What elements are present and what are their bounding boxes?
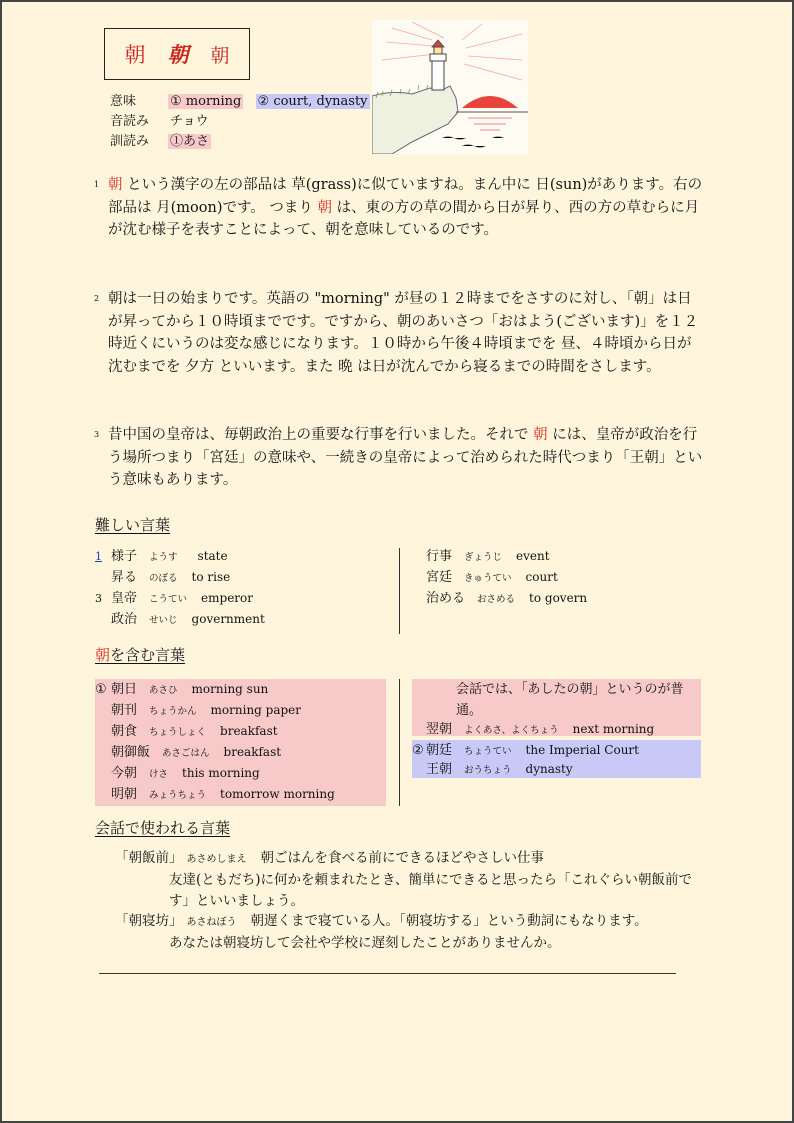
item-word: 宮廷	[426, 570, 453, 585]
onyomi-value: チョウ	[170, 114, 209, 129]
item-english: breakfast	[223, 745, 282, 759]
paragraph-number: 3	[94, 430, 100, 439]
item-english: government	[191, 612, 265, 626]
title-kanji-hand: 朝	[210, 44, 230, 67]
item-yomi: あさごはん	[162, 748, 210, 759]
item-yomi: のぼる	[149, 573, 178, 584]
item-english: tomorrow morning	[220, 787, 335, 801]
item-word: 朝食	[111, 724, 138, 739]
item-yomi: ちょうしょく	[149, 727, 207, 738]
list-item	[95, 567, 230, 589]
item-mark: 1	[95, 550, 102, 563]
item-word: 朝御飯	[111, 745, 151, 760]
title-box	[104, 28, 250, 80]
lighthouse-illustration	[372, 20, 528, 154]
item-yomi: こうてい	[149, 594, 188, 605]
item-english: the Imperial Court	[525, 743, 639, 757]
section-heading-conversation: 会話で使われる言葉	[95, 819, 231, 837]
item-english: morning sun	[191, 682, 269, 696]
item-word: 翌朝	[426, 722, 453, 737]
paragraph-text: 朝 という漢字の左の部品は 草(grass)に似ていますね。まん中に 日(sun)があります。右の部品は 月(moon)です。 つまり 朝 は、東の方の草の間から日が昇り、西の方の草むらに月が沈む様子を表すことによって、朝を意味しているのです。	[108, 177, 703, 238]
column-divider	[399, 679, 400, 806]
paragraph-number: 1	[94, 180, 100, 189]
item-yomi: ちょうかん	[149, 706, 197, 717]
item-word: 行事	[426, 549, 453, 564]
item-word: 明朝	[111, 787, 138, 802]
containing-right-blue-panel	[412, 740, 701, 778]
paragraph-3	[94, 424, 704, 492]
conversation-detail: 友達(ともだち)に何かを頼まれたとき、簡単にできると思ったら「これぐらい朝飯前です」といいましょう。	[169, 872, 692, 909]
difficult-right-list	[426, 546, 726, 616]
list-item	[95, 546, 228, 568]
lighthouse-tower	[432, 60, 444, 90]
item-english: state	[197, 549, 228, 563]
difficult-left-list	[95, 546, 395, 636]
conversation-gloss: 朝ごはんを食べる前にできるほどやさしい仕事	[260, 850, 544, 866]
meaning-label: 意味	[110, 94, 137, 109]
item-english: emperor	[201, 591, 253, 605]
item-word: 昇る	[111, 570, 138, 585]
conversation-gloss: 朝遅くまで寝ている人。「朝寝坊する」という動詞にもなります。	[250, 913, 648, 929]
list-item	[426, 546, 550, 568]
item-english: breakfast	[220, 724, 278, 738]
item-english: court	[525, 570, 558, 584]
list-item	[412, 759, 573, 781]
item-yomi: ちょうてい	[464, 746, 512, 757]
onyomi-label: 音読み	[110, 114, 150, 129]
item-english: event	[516, 549, 550, 563]
item-yomi: ぎょうじ	[464, 552, 503, 563]
item-mark: ②	[412, 743, 424, 758]
conversation-item-2	[115, 911, 715, 954]
item-yomi: おうちょう	[464, 765, 512, 776]
item-word: 政治	[111, 612, 138, 627]
item-yomi: あさひ	[149, 685, 178, 696]
paragraph-1	[94, 174, 704, 242]
section-heading-difficult: 難しい言葉	[95, 516, 171, 534]
item-word: 朝廷	[426, 743, 453, 758]
kunyomi-label: 訓読み	[110, 134, 150, 149]
list-item	[95, 742, 281, 764]
item-yomi: おさめる	[477, 594, 516, 605]
item-yomi: せいじ	[149, 615, 178, 626]
conversation-term: 「朝飯前」	[115, 850, 183, 866]
list-item	[95, 700, 301, 722]
list-item	[95, 679, 268, 701]
item-word: 治める	[426, 591, 466, 606]
bottom-rule	[99, 973, 676, 974]
item-word: 王朝	[426, 762, 453, 777]
meaning-row	[110, 92, 370, 112]
usage-note: 会話では、「あしたの朝」というのが普通。	[456, 682, 684, 718]
list-item	[95, 763, 260, 785]
item-yomi: よくあさ、よくちょう	[464, 725, 559, 736]
paragraph-text: 昔中国の皇帝は、毎朝政治上の重要な行事を行いました。それで 朝 には、皇帝が政治を行う場所つまり「宮廷」の意味や、一続きの皇帝によって治められた時代つまり「王朝」という意味もあります。	[108, 427, 703, 488]
conversation-yomi: あさめしまえ	[186, 854, 247, 865]
title-kanji-brush: 朝	[167, 42, 189, 67]
conversation-term: 「朝寝坊」	[115, 913, 183, 929]
lighthouse-gallery	[430, 54, 446, 61]
conversation-item-1	[115, 848, 705, 912]
item-english: morning paper	[210, 703, 302, 717]
conversation-detail: あなたは朝寝坊して会社や学校に遅刻したことがありませんか。	[169, 935, 561, 951]
meaning-1: ① morning	[170, 94, 242, 109]
item-mark: 3	[95, 592, 102, 605]
item-english: to rise	[191, 570, 231, 584]
item-english: next morning	[572, 722, 655, 736]
containing-right-pink-panel	[412, 679, 701, 736]
meaning-2: ② court, dynasty	[257, 94, 368, 109]
list-item	[95, 609, 265, 631]
item-yomi: みょうちょう	[149, 790, 207, 801]
paragraph-text: 朝は一日の始まりです。英語の "morning" が昼の１２時までをさすのに対し、「朝」は日が昇ってから１０時頃までです。ですから、朝のあいさつ「おはよう(ございます)」を１２時近くにいうのは変な感じになります。１０時から午後４時頃までを 昼、４時頃から日が沈むまでを 夕方 といいます。また 晩 は日が沈んでから寝るまでの時間をさします。	[108, 291, 699, 375]
title-kanji-print: 朝	[124, 43, 146, 67]
lighthouse-lamp	[434, 47, 442, 54]
item-yomi: きゅうてい	[464, 573, 512, 584]
list-item	[95, 588, 253, 610]
item-yomi: けさ	[149, 769, 169, 780]
list-item	[95, 784, 335, 806]
kunyomi-row	[110, 132, 211, 152]
item-word: 朝日	[111, 682, 138, 697]
list-item	[426, 567, 558, 589]
item-word: 皇帝	[111, 591, 138, 606]
paragraph-number: 2	[94, 294, 100, 303]
item-english: this morning	[182, 766, 260, 780]
list-item	[426, 588, 587, 610]
containing-left-panel	[95, 679, 386, 806]
item-english: dynasty	[525, 762, 573, 776]
list-item	[412, 719, 654, 741]
item-english: to govern	[529, 591, 588, 605]
item-word: 様子	[111, 549, 138, 564]
kunyomi-value: ①あさ	[170, 134, 210, 149]
heading-rest: を含む言葉	[110, 646, 186, 664]
section-heading-containing	[95, 644, 185, 665]
item-mark: ①	[95, 682, 107, 697]
item-word: 今朝	[111, 766, 138, 781]
conversation-yomi: あさねぼう	[186, 917, 237, 928]
column-divider	[399, 548, 400, 634]
onyomi-row	[110, 112, 211, 132]
item-yomi: ようす	[149, 552, 178, 563]
heading-kanji: 朝	[95, 646, 111, 664]
item-word: 朝刊	[111, 703, 138, 718]
paragraph-2	[94, 288, 704, 378]
list-item	[95, 721, 278, 743]
